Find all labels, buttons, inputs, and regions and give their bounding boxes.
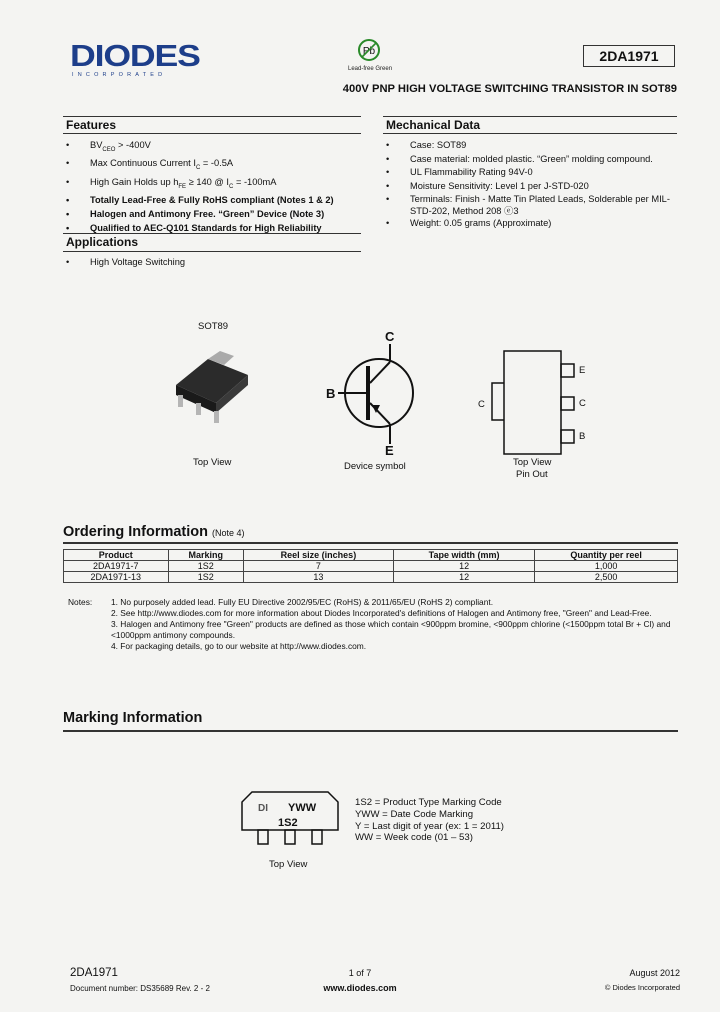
notes-title: Notes: xyxy=(68,597,93,607)
notes-block xyxy=(68,597,688,657)
note-item: 1. No purposely added lead. Fully EU Directive 2002/95/EC (RoHS) & 2011/65/EU (RoHS 2) compliant. xyxy=(111,597,494,607)
package-caption: Top View xyxy=(193,457,232,468)
symbol-pin-c: C xyxy=(385,329,395,344)
ordering-table xyxy=(63,549,678,583)
table-cell: 1S2 xyxy=(168,561,243,572)
pinout-diagram xyxy=(484,350,579,455)
table-header-row xyxy=(64,550,678,561)
mechanical-item: • UL Flammability Rating 94V-0 xyxy=(386,166,676,180)
table-cell: 2DA1971-7 xyxy=(64,561,169,572)
footer-document-number: Document number: DS35689 Rev. 2 - 2 xyxy=(70,984,210,993)
document-title: 400V PNP HIGH VOLTAGE SWITCHING TRANSISTOR IN SOT89 xyxy=(342,83,677,95)
marking-caption: Top View xyxy=(269,859,308,870)
feature-item: • Qualified to AEC-Q101 Standards for High Reliability xyxy=(66,222,366,236)
table-cell: 13 xyxy=(243,572,393,583)
mechanical-item: • Case material: molded plastic. “Green” molding compound. xyxy=(386,153,676,167)
mechanical-rule-top xyxy=(383,116,677,117)
pinout-right-label-1: E xyxy=(579,365,586,376)
applications-rule-bottom xyxy=(63,251,361,252)
footer-part-number: 2DA1971 xyxy=(70,967,118,979)
table-header-cell: Product xyxy=(64,550,169,561)
ordering-rule xyxy=(63,542,678,544)
table-cell: 1,000 xyxy=(535,561,678,572)
diodes-logo-subtitle: INCORPORATED xyxy=(72,72,167,78)
footer-website-link[interactable]: www.diodes.com xyxy=(323,983,397,993)
feature-item: • $BV_{CEO} > -400V$ xyxy=(66,139,366,157)
svg-text:Pb: Pb xyxy=(362,46,376,57)
symbol-caption: Device symbol xyxy=(344,461,406,472)
marking-date-code: YWW xyxy=(288,802,317,814)
features-rule-bottom xyxy=(63,133,361,134)
lead-free-green-icon xyxy=(357,38,381,62)
part-number-box: 2DA1971 xyxy=(583,45,675,67)
table-header-cell: Reel size (inches) xyxy=(243,550,393,561)
mechanical-item: • Case: SOT89 xyxy=(386,139,676,153)
table-row xyxy=(64,561,678,572)
note-item: 4. For packaging details, go to our website at http://www.diodes.com. xyxy=(111,641,367,651)
marking-legend-item: YWW = Date Code Marking xyxy=(355,808,474,820)
feature-item: • Max Continuous Current $I_C = -0.5A$ xyxy=(66,157,366,175)
pinout-caption-2: Pin Out xyxy=(516,469,548,480)
package-title: SOT89 xyxy=(198,321,229,332)
applications-list xyxy=(66,256,366,270)
features-heading: Features xyxy=(66,118,117,132)
mechanical-item: • Terminals: Finish - Matte Tin Plated Leads, Solderable per MIL-STD-202, Method 208 ⓔ3 xyxy=(386,193,676,217)
ordering-heading: Ordering Information (Note 4) xyxy=(63,524,245,540)
table-header-cell: Marking xyxy=(168,550,243,561)
table-cell: 2DA1971-13 xyxy=(64,572,169,583)
table-cell: 1S2 xyxy=(168,572,243,583)
feature-item: • High Gain Holds up $h_{FE} \ge 140$ @ $I_C = -100mA$ xyxy=(66,176,366,194)
pinout-right-label-2: C xyxy=(579,398,586,409)
sot89-package-image xyxy=(168,345,258,435)
table-header-cell: Quantity per reel xyxy=(535,550,678,561)
pinout-caption-1: Top View xyxy=(513,457,552,468)
symbol-pin-b: B xyxy=(326,386,336,401)
footer-date: August 2012 xyxy=(629,968,680,978)
marking-legend-item: Y = Last digit of year (ex: 1 = 2011) xyxy=(355,820,504,832)
marking-rule xyxy=(63,730,678,732)
marking-logo-mark: DI xyxy=(258,803,268,814)
pinout-right-label-3: B xyxy=(579,431,586,442)
features-list xyxy=(66,139,366,235)
note-item: 3. Halogen and Antimony free "Green" products are defined as those which contain <900ppm bromine, <900ppm chlorine (<1500ppm total Br + Cl) and <1000ppm antimony compounds. xyxy=(111,619,671,640)
diodes-logo: DIODES xyxy=(70,38,200,73)
marking-legend xyxy=(355,797,504,844)
lead-free-label: Lead-free Green xyxy=(348,66,393,72)
marking-legend-item: 1S2 = Product Type Marking Code xyxy=(355,797,502,808)
pinout-left-label: C xyxy=(478,399,485,410)
feature-item: • Halogen and Antimony Free. “Green” Device (Note 3) xyxy=(66,208,366,222)
mechanical-item: • Moisture Sensitivity: Level 1 per J-STD-020 xyxy=(386,180,676,194)
symbol-pin-e: E xyxy=(385,443,394,458)
table-row xyxy=(64,572,678,583)
applications-heading: Applications xyxy=(66,235,139,249)
feature-item: • Totally Lead-Free & Fully RoHS compliant (Notes 1 & 2) xyxy=(66,194,366,208)
table-cell: 12 xyxy=(393,572,534,583)
features-rule-top xyxy=(63,116,361,117)
footer-page-number: 1 of 7 xyxy=(348,968,372,978)
table-cell: 2,500 xyxy=(535,572,678,583)
application-item: • High Voltage Switching xyxy=(66,256,366,270)
mechanical-list xyxy=(386,139,676,231)
marking-heading: Marking Information xyxy=(63,710,203,726)
applications-rule-top xyxy=(63,233,361,234)
note-item: 2. See http://www.diodes.com for more information about Diodes Incorporated's definitions of Halogen and Antimony free, "Green" and Lead-Free. xyxy=(111,608,652,618)
mechanical-rule-bottom xyxy=(383,133,677,134)
marking-type-code: 1S2 xyxy=(278,817,298,829)
mechanical-heading: Mechanical Data xyxy=(386,118,481,132)
table-header-cell: Tape width (mm) xyxy=(393,550,534,561)
table-cell: 12 xyxy=(393,561,534,572)
footer-copyright: © Diodes Incorporated xyxy=(604,983,680,992)
marking-legend-item: WW = Week code (01 – 53) xyxy=(355,832,473,844)
table-cell: 7 xyxy=(243,561,393,572)
mechanical-item: • Weight: 0.05 grams (Approximate) xyxy=(386,217,676,231)
